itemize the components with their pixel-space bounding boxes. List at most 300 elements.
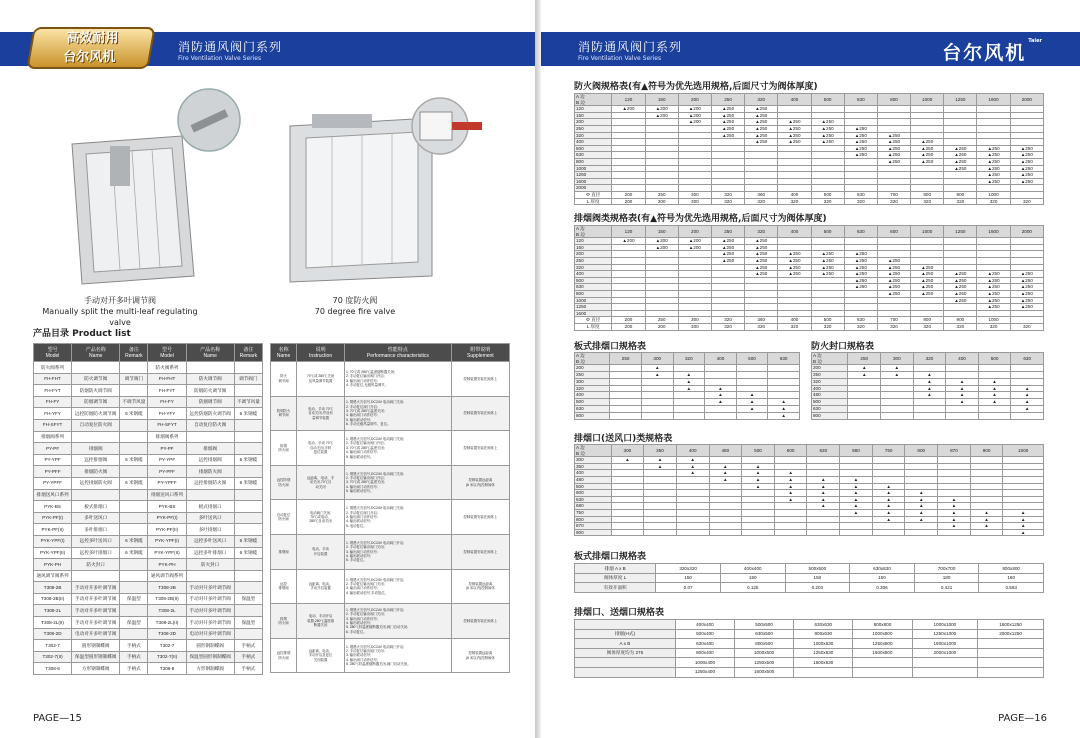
spec-cell: ▲ (742, 463, 775, 470)
spec-cell (645, 251, 678, 258)
spec-cell (612, 290, 645, 297)
spec-cell (678, 132, 711, 139)
spec-cell (978, 412, 1011, 419)
spec-cell (1003, 503, 1044, 510)
list-cell (120, 489, 148, 501)
spec-cell: 400x400 (675, 620, 734, 630)
spec-cell (778, 106, 811, 113)
list-row (34, 651, 263, 663)
list-cell (234, 419, 262, 431)
spec-cell: ▲ (736, 399, 768, 406)
list-cell: 6 米钢缆 (120, 454, 148, 466)
spec-cell: ▲ (840, 476, 873, 483)
spec-cell: ▲ (978, 378, 1011, 385)
spec-cell: 300 (678, 198, 711, 205)
spec-cell (853, 667, 912, 677)
spec-cell: ▲ (1011, 392, 1044, 399)
list-header-cell: 型号 Model (34, 344, 72, 362)
spec-cell (742, 490, 775, 497)
spec-cell (678, 172, 711, 179)
list-cell: 防火调节阀 (72, 373, 120, 385)
spec-cell (911, 106, 944, 113)
list-cell: 远控多叶送风口 (186, 535, 234, 547)
spec-col-header: 480 (709, 445, 742, 457)
spec-cell (905, 476, 938, 483)
spec-cell (977, 185, 1010, 192)
spec-cell (774, 503, 807, 510)
spec-row-header: 排烟 A x B (575, 564, 656, 574)
spec-cell (1003, 483, 1044, 490)
spec-cell: 360 (745, 317, 778, 324)
spec-cell (709, 483, 742, 490)
list-cell: PYK-YPF(II) (34, 547, 72, 559)
spec-cell (711, 178, 744, 185)
list-cell: 排烟阀 (72, 443, 120, 455)
spec-cell: ▲ (872, 483, 905, 490)
spec-cell: 200 (612, 323, 645, 330)
spec-header-row (812, 353, 1044, 365)
spec-cell (645, 165, 678, 172)
spec-cell: ▲200 (645, 238, 678, 245)
spec-col-header: 300 (611, 445, 644, 457)
spec-row-header: 200 (812, 365, 848, 372)
spec-cell: ▲ (913, 392, 946, 399)
spec-cell (612, 244, 645, 251)
spec-cell: ▲250 (811, 257, 844, 264)
spec-header-row (575, 226, 1044, 238)
spec-cell (774, 463, 807, 470)
spec-cell: ▲250 (811, 251, 844, 258)
list-cell: 手动对开多叶调节阀 (72, 593, 120, 605)
spec-cell (844, 112, 877, 119)
spec-cell (938, 470, 971, 477)
spec-cell (711, 145, 744, 152)
perf-cell: 1. 烟感火灾信号,DC24V 电动阀门关闭; 2. 手动复位输出阀门开启; 3. 70℃或 280℃温度关闭; 4. 输出阀门动作信号; 5. 输出联动信号。 (345, 431, 452, 466)
spec-col-header: 900 (970, 445, 1003, 457)
spec-cell: ▲250 (944, 290, 977, 297)
ab-corner-cell: A 边 B 边 (575, 445, 612, 457)
plate-outlet-table (574, 352, 800, 420)
plate-outlet-title: 板式排烟口规格表 (574, 342, 647, 352)
list-cell: 调节阀门 (234, 373, 262, 385)
photo1-caption: 手动对开多叶调节阀 Manually split the multi-leaf regulating valve (42, 296, 198, 327)
spec-col-header: 400 (778, 94, 811, 106)
spec-row-header: 630 (575, 152, 612, 159)
spec-cell: ▲250 (711, 125, 744, 132)
spec-cell (911, 251, 944, 258)
perf-cell: 远控防烟 防火阀 (271, 465, 297, 500)
spec-cell (944, 139, 977, 146)
perf-row (271, 638, 510, 673)
spec-cell (844, 310, 877, 317)
spec-cell (745, 304, 778, 311)
list-cell: 防火调节阀 (186, 373, 234, 385)
spec-cell (911, 310, 944, 317)
spec-cell (745, 185, 778, 192)
spec-row-header: 300 (575, 378, 610, 385)
spec-cell: 360 (745, 191, 778, 198)
spec-cell (678, 158, 711, 165)
list-cell: 手动对开多叶调节阀 (186, 582, 234, 594)
outlet-spec-table (574, 444, 1044, 536)
spec-col-header: 250 (610, 353, 642, 365)
spec-cell: ▲250 (911, 271, 944, 278)
spec-row (812, 405, 1044, 412)
spec-cell: ▲ (913, 385, 946, 392)
spec-cell: 0.07 (656, 583, 721, 593)
spec-row (575, 172, 1044, 179)
spec-cell: ▲250 (844, 251, 877, 258)
spec-col-header: 630 (768, 353, 800, 365)
list-cell: T308-2L (34, 605, 72, 617)
spec-row-header: 400 (575, 139, 612, 146)
spec-cell: ▲250 (1010, 145, 1043, 152)
spec-cell (905, 483, 938, 490)
spec-cell: 320 (877, 323, 910, 330)
spec-cell (742, 529, 775, 536)
spec-row-header: 400 (812, 385, 848, 392)
list-cell: T308-8 (148, 663, 186, 675)
spec-cell (778, 145, 811, 152)
spec-cell: ▲250 (711, 132, 744, 139)
spec-cell: ▲ (1003, 509, 1044, 516)
list-row (34, 628, 263, 640)
spec-row-header: 630 (812, 405, 848, 412)
spec-row (812, 371, 1044, 378)
list-cell: T308-8 (34, 663, 72, 675)
spec-cell (641, 385, 673, 392)
spec-cell (641, 405, 673, 412)
spec-cell: 1000 (977, 317, 1010, 324)
spec-cell: 1600x800 (853, 648, 912, 658)
spec-cell (905, 463, 938, 470)
spec-cell (678, 310, 711, 317)
spec-cell (977, 106, 1010, 113)
list-cell: PYK-PF(II) (34, 524, 72, 536)
spec-cell: ▲ (641, 371, 673, 378)
spec-row (575, 483, 1044, 490)
spec-col-header: 300 (881, 353, 914, 365)
spec-cell: ▲250 (778, 139, 811, 146)
spec-cell (678, 145, 711, 152)
spec-cell: ▲250 (877, 277, 910, 284)
perf-row (271, 500, 510, 535)
spec-cell: ▲ (807, 496, 840, 503)
list-cell: T302-7 (148, 640, 186, 652)
list-cell: 远控多叶排烟口 (72, 547, 120, 559)
spec-cell: 150 (785, 573, 850, 583)
list-cell: 手动对开多叶调节阀 (72, 582, 120, 594)
spec-cell (938, 457, 971, 464)
perf-cell: 1. 烟感火灾信号,DC24V 电动阀门开启; 2. 手动复位输出阀门关闭; 3. 输出阀门动作信号; 4. 输出联动信号; 5. 手动复位。 (345, 534, 452, 569)
spec-cell: 1000x1000 (912, 620, 978, 630)
spec-cell (745, 145, 778, 152)
perf-cell: 电动、手动 70℃ 自动关闭,并设有 量调节装置 (297, 396, 345, 431)
spec-row-header: 800 (575, 290, 612, 297)
perf-cell: 70℃或 280℃关闭 及风量调节装置 (297, 362, 345, 397)
spec-cell: ▲250 (877, 158, 910, 165)
spec-cell: ▲250 (877, 257, 910, 264)
ab-corner-cell: A 边 B 边 (575, 353, 610, 365)
spec-cell (610, 385, 642, 392)
spec-cell: 630x630 (850, 564, 915, 574)
spec-cell: 2000x1250 (978, 629, 1044, 639)
spec-cell: 500x500 (785, 564, 850, 574)
spec-cell (705, 412, 737, 419)
spec-cell (905, 523, 938, 530)
spec-cell (678, 297, 711, 304)
spec-cell: ▲200 (678, 112, 711, 119)
spec-cell (644, 523, 677, 530)
spec-cell (844, 297, 877, 304)
spec-cell (611, 529, 644, 536)
list-row (34, 570, 263, 582)
perf-cell: 1. 70℃或 280℃温度熔断器关闭; 2. 手动复位输出阀门开启; 3. 输出阀门动作信号; 4. 手动复位,无级风量调节。 (345, 362, 452, 397)
spec-cell: 500x400 (675, 629, 734, 639)
spec-cell: 300 (678, 317, 711, 324)
spec-cell (844, 178, 877, 185)
list-row (34, 617, 263, 629)
list-cell: 6 米钢缆 (120, 547, 148, 559)
spec-cell (844, 106, 877, 113)
spec-cell (1003, 463, 1044, 470)
spec-cell: 1000x400 (675, 658, 734, 668)
spec-cell: 200 (612, 317, 645, 324)
perf-row (271, 569, 510, 604)
spec-cell: ▲ (938, 496, 971, 503)
fire-valve-photo (282, 96, 502, 286)
spec-cell: ▲250 (977, 145, 1010, 152)
perf-cell: 1. 烟感火灾信号,DC24V 电动阀门关闭; 2. 手动复位阀门开启; 3. 70℃或 280℃温度关闭; 4. 输出阀门动作信号; 5. 输出联动信号; 6. 手动无级风量调节、复位。 (345, 396, 452, 431)
spec-cell (742, 503, 775, 510)
spec-row (575, 145, 1044, 152)
list-cell: 防火阀系列 (34, 362, 72, 374)
spec-cell (848, 378, 881, 385)
spec-cell: ▲250 (944, 165, 977, 172)
spec-cell (678, 304, 711, 311)
list-cell (186, 570, 234, 582)
list-row (34, 501, 263, 513)
spec-cell: ▲ (705, 392, 737, 399)
spec-cell (778, 277, 811, 284)
spec-cell (840, 529, 873, 536)
spec-row-header: 1000 (575, 165, 612, 172)
spec-row (575, 412, 800, 419)
list-cell: 6 米钢缆 (120, 477, 148, 489)
spec-cell (938, 476, 971, 483)
spec-cell: 1250x630 (794, 648, 853, 658)
spec-cell (709, 490, 742, 497)
list-cell: FH-YFY (34, 408, 72, 420)
spec-cell (807, 470, 840, 477)
spec-cell (844, 185, 877, 192)
list-cell: T308-2D (148, 628, 186, 640)
spec-cell: ▲ (938, 516, 971, 523)
spec-cell (711, 271, 744, 278)
spec-cell: ▲250 (911, 277, 944, 284)
spec-cell (711, 284, 744, 291)
spec-cell (970, 529, 1003, 536)
spec-col-header: 2000 (1010, 226, 1043, 238)
spec-cell: 150 (656, 573, 721, 583)
spec-cell: ▲250 (1010, 277, 1043, 284)
spec-cell (944, 112, 977, 119)
spec-row-header: 320 (812, 378, 848, 385)
list-row (34, 396, 263, 408)
spec-cell (944, 244, 977, 251)
spec-cell: ▲250 (844, 257, 877, 264)
list-cell: 远控排烟阀 (72, 454, 120, 466)
spec-cell: ▲ (848, 365, 881, 372)
spec-cell: ▲ (774, 483, 807, 490)
spec-cell (978, 405, 1011, 412)
spec-row-header (575, 667, 676, 677)
spec-cell (610, 399, 642, 406)
spec-row-header: 500 (575, 483, 612, 490)
spec-cell (938, 490, 971, 497)
spec-cell: 500 (811, 317, 844, 324)
spec-cell (970, 470, 1003, 477)
spec-row-header (575, 620, 676, 630)
spec-cell (1010, 257, 1043, 264)
spec-col-header: 1600 (977, 94, 1010, 106)
spec-cell (611, 483, 644, 490)
spec-cell (844, 158, 877, 165)
spec-cell: 900 (944, 317, 977, 324)
spec-cell: ▲ (673, 371, 705, 378)
spec-cell (742, 523, 775, 530)
list-cell: T308-2B (148, 582, 186, 594)
perf-cell: 自动复位 防火阀 (271, 500, 297, 535)
perf-row (271, 362, 510, 397)
perf-cell: 远控排烟 防火阀 (271, 638, 297, 673)
spec-row (575, 496, 1044, 503)
spec-cell (911, 185, 944, 192)
spec-cell: 200 (645, 198, 678, 205)
list-cell: 远控排烟防火阀 (72, 477, 120, 489)
spec-cell (977, 310, 1010, 317)
list-cell: 自动复位防火阀 (186, 419, 234, 431)
spec-cell (977, 257, 1010, 264)
spec-row-header: 630 (575, 405, 610, 412)
spec-cell: ▲250 (711, 119, 744, 126)
spec-col-header: 150 (645, 226, 678, 238)
spec-row-header: 300 (575, 457, 612, 464)
spec-cell (911, 178, 944, 185)
spec-row (812, 412, 1044, 419)
spec-cell (944, 257, 977, 264)
list-cell: 多叶排烟口 (186, 524, 234, 536)
list-cell: 圆形钢制蝶阀 (186, 640, 234, 652)
spec-cell: ▲250 (877, 145, 910, 152)
spec-cell (645, 290, 678, 297)
spec-cell: 200 (645, 323, 678, 330)
spec-col-header: 350 (644, 445, 677, 457)
spec-cell: ▲ (978, 399, 1011, 406)
spec-cell (645, 277, 678, 284)
spec-cell (844, 165, 877, 172)
spec-cell: ▲ (970, 523, 1003, 530)
spec-col-header: 800 (877, 226, 910, 238)
spec-cell: ▲250 (1010, 304, 1043, 311)
spec-cell (807, 523, 840, 530)
list-cell: PY-YPFF (148, 477, 186, 489)
spec-cell (811, 106, 844, 113)
spec-cell (977, 125, 1010, 132)
spec-cell (736, 371, 768, 378)
spec-row-header: 200 (575, 365, 610, 372)
spec-cell: ▲250 (844, 139, 877, 146)
list-cell: 6 米钢缆 (234, 454, 262, 466)
list-cell (234, 489, 262, 501)
list-cell: PYK-YPF(I) (148, 535, 186, 547)
perf-cell: 排烟 防火阀 (271, 604, 297, 639)
spec-cell (881, 399, 914, 406)
list-cell (120, 385, 148, 397)
list-cell: 手柄式 (234, 651, 262, 663)
spec-cell: ▲ (709, 476, 742, 483)
spec-row-header: 870 (575, 523, 612, 530)
spec-cell: 700 (877, 191, 910, 198)
list-cell: 手柄式 (234, 663, 262, 675)
list-row (34, 524, 263, 536)
spec-cell (645, 304, 678, 311)
spec-row-header: 2000 (575, 185, 612, 192)
list-row (34, 466, 263, 478)
product-list-table (33, 343, 263, 675)
list-row (34, 408, 263, 420)
spec-cell (877, 125, 910, 132)
spec-cell (644, 503, 677, 510)
spec-cell (877, 244, 910, 251)
spec-cell (877, 304, 910, 311)
spec-col-header: 1250 (944, 226, 977, 238)
spec-cell (977, 119, 1010, 126)
list-cell (120, 628, 148, 640)
spec-cell: 180 (914, 573, 979, 583)
spec-cell (612, 284, 645, 291)
spec-cell (913, 365, 946, 372)
spec-cell (811, 290, 844, 297)
spec-cell: 630 (844, 317, 877, 324)
spec-cell (978, 371, 1011, 378)
spec-cell: ▲250 (944, 277, 977, 284)
spec-cell (978, 648, 1044, 658)
spec-cell (778, 310, 811, 317)
spec-cell: ▲250 (944, 284, 977, 291)
spec-row-header: 750 (575, 509, 612, 516)
spec-cell: 250 (645, 317, 678, 324)
list-cell (120, 501, 148, 513)
spec-cell (872, 476, 905, 483)
spec-col-header: 300 (641, 353, 673, 365)
spec-cell (611, 476, 644, 483)
spec-cell (745, 310, 778, 317)
spec-row-header: 1250 (575, 172, 612, 179)
spec-cell (944, 304, 977, 311)
spec-cell: 320 (977, 323, 1010, 330)
spec-cell (944, 125, 977, 132)
spec-row (575, 378, 800, 385)
spec-cell (768, 392, 800, 399)
list-cell: 手柄式 (120, 663, 148, 675)
spec-cell (641, 378, 673, 385)
list-cell: T308-2L(II) (34, 617, 72, 629)
spec-col-header: 120 (612, 94, 645, 106)
spec-cell (811, 178, 844, 185)
spec-cell (645, 185, 678, 192)
spec-cell: ▲250 (711, 112, 744, 119)
